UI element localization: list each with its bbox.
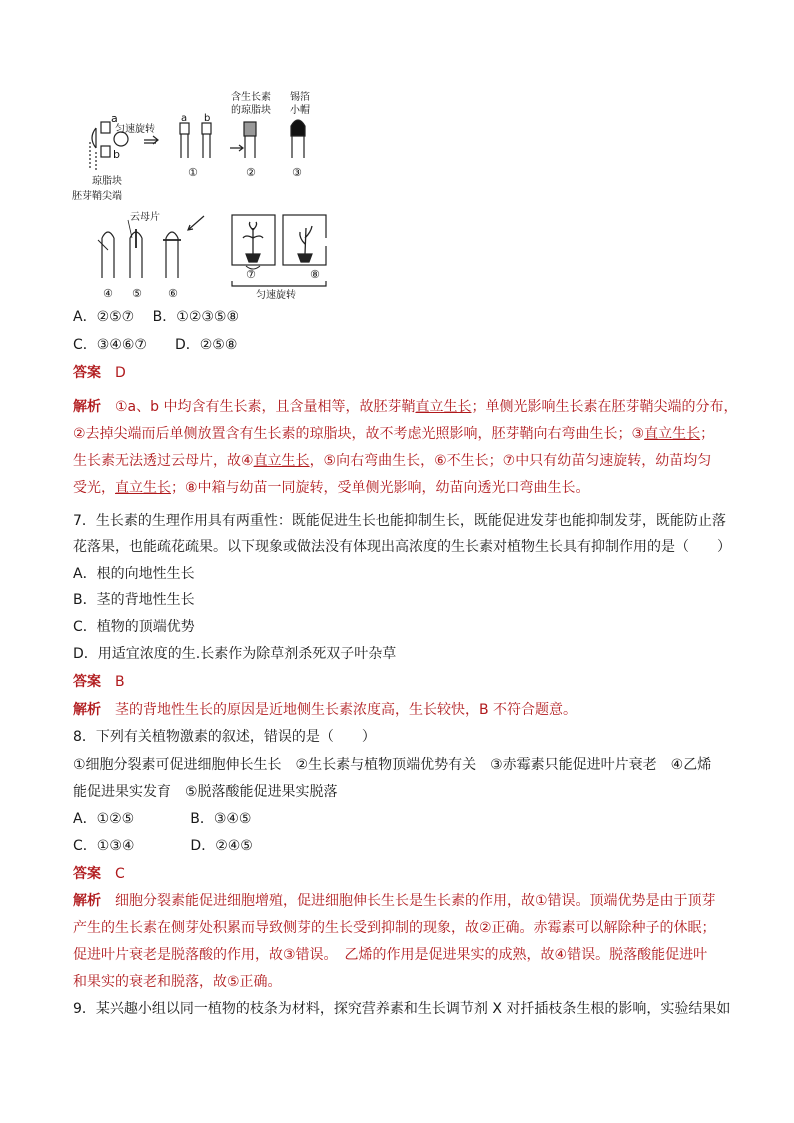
q7-option-a: A．根的向地性生长 [73,566,195,582]
light-arrow-6 [188,216,204,230]
label-rotate-top: 匀速旋转 [115,124,155,135]
label-foil-cap-1: 锡箔 [290,92,310,103]
q8-items-line2: 能促进果实发育 ⑤脱落酸能促进果实脱落 [73,784,338,800]
label-a: a [111,112,118,125]
label-mica: 云母片 [130,212,160,223]
q6-analysis-text: 生长素无法透过云母片，故④ [73,453,254,469]
q6-analysis-text: ；⑧中箱与幼苗一同旋转，受单侧光影响，幼苗向透光口弯曲生长。 [171,480,590,496]
label-rotate-bottom: 匀速旋转 [256,290,296,301]
process-arrow [144,136,158,144]
q7-stem-line2: 花落果，也能疏花疏果。以下现象或做法没有体现出高浓度的生长素对植物生长具有抑制作用的是（ ） [73,539,731,555]
q8-analysis-text: 细胞分裂素能促进细胞增殖，促进细胞伸长生长是生长素的作用，故①错误。顶端优势是由于顶芽 [115,893,716,909]
q6-analysis-underline: 直立生长 [415,399,472,415]
q6-analysis-text: ；单侧光影响生长素在胚芽鞘尖端的分布， [471,399,738,415]
label-agar-block: 琼脂块 [92,176,122,187]
q8-answer-label: 答案 [73,866,101,882]
q6-analysis-line2 [73,425,714,443]
label-n3: ③ [292,166,302,179]
label-n7: ⑦ [246,268,256,281]
q8-analysis-line3: 促进叶片衰老是脱落酸的作用，故③错误。 乙烯的作用是促进果实的成熟，故④错误。脱落酸能促进叶 [73,947,708,963]
q6-analysis-text: 受光， [73,480,115,496]
q6-analysis-text: ，⑤向右弯曲生长，⑥不生长；⑦中只有幼苗匀速旋转，幼苗均匀 [309,453,712,469]
label-n4: ④ [103,287,113,300]
q7-stem-line1: 7．生长素的生理作用具有两重性：既能促进生长也能抑制生长，既能促进发芽也能抑制发芽，既能防止落 [73,513,726,529]
q7-option-c: C．植物的顶端优势 [73,619,195,635]
q7-option-b: B．茎的背地性生长 [73,592,195,608]
q6-options-line1: A．②⑤⑦ B．①②③⑤⑧ [73,309,240,325]
q7-analysis-text: 茎的背地性生长的原因是近地侧生长素浓度高，生长较快，B 不符合题意。 [115,702,578,718]
label-a-1: a [181,113,188,124]
q6-analysis-label: 解析 [73,399,101,415]
q8-stem: 8．下列有关植物激素的叙述，错误的是（ ） [73,729,376,745]
label-n8: ⑧ [310,268,320,281]
q6-analysis-line1 [73,398,737,416]
q6-answer-label: 答案 [73,365,101,381]
experiment-figure [70,88,340,303]
q6-answer-value: D [115,365,126,381]
q8-analysis-line1 [73,892,716,910]
light-arrow-2 [230,145,243,151]
q6-analysis-text: ①a、b 中均含有生长素，且含量相等，故胚芽鞘 [115,399,416,415]
q8-items-line1: ①细胞分裂素可促进细胞伸长生长 ②生长素与植物顶端优势有关 ③赤霉素只能促进叶片衰老 ④乙烯 [73,757,712,773]
q8-answer-value: C [115,866,125,882]
label-n1: ① [188,166,198,179]
q9-stem-line1: 9．某兴趣小组以同一植物的枝条为材料，探究营养素和生长调节剂 X 对扦插枝条生根的影响，实验结果如 [73,1001,731,1017]
q6-options-line2: C．③④⑥⑦ D．②⑤⑧ [73,337,238,353]
q8-options-line1: A．①②⑤ B．③④⑤ [73,811,252,827]
label-auxin-agar-2: 的琼脂块 [231,105,271,116]
agar-block-b [101,146,110,157]
q7-answer [73,673,125,691]
q8-analysis-label: 解析 [73,893,101,909]
label-auxin-agar-1: 含生长素 [231,92,271,103]
q6-analysis-underline: 直立生长 [115,480,171,496]
q8-options-line2: C．①③④ D．②④⑤ [73,838,253,854]
label-b-1: b [204,113,211,124]
agar-block-a [101,122,110,133]
q6-analysis-line4 [73,479,590,497]
label-b: b [113,148,120,161]
q7-analysis-label: 解析 [73,702,101,718]
q8-analysis-line2: 产生的生长素在侧芽处积累而导致侧芽的生长受到抑制的现象，故②正确。赤霉素可以解除种子的休眠； [73,920,716,936]
q8-analysis-line4: 和果实的衰老和脱落，故⑤正确。 [73,974,282,990]
q6-analysis-line3 [73,452,711,470]
q6-answer [73,364,126,382]
label-n6: ⑥ [168,287,178,300]
coleoptile-tip [92,128,96,148]
label-n2: ② [246,166,256,179]
label-foil-cap-2: 小帽 [290,105,310,116]
q7-answer-label: 答案 [73,674,101,690]
q6-analysis-text: ； [700,426,715,442]
label-coleoptile-tip: 胚芽鞘尖端 [72,191,122,202]
q7-answer-value: B [115,674,125,690]
q8-answer [73,865,125,883]
q6-analysis-underline: 直立生长 [253,453,310,469]
q7-option-d: D．用适宜浓度的生.长素作为除草剂杀死双子叶杂草 [73,646,397,662]
q6-analysis-underline: 直立生长 [644,426,701,442]
foil-cap [291,120,305,136]
q7-analysis [73,701,577,719]
q6-analysis-text: ②去掉尖端而后单侧放置含有生长素的琼脂块，故不考虑光照影响，胚芽鞘向右弯曲生长；③ [73,426,645,442]
label-n5: ⑤ [132,287,142,300]
